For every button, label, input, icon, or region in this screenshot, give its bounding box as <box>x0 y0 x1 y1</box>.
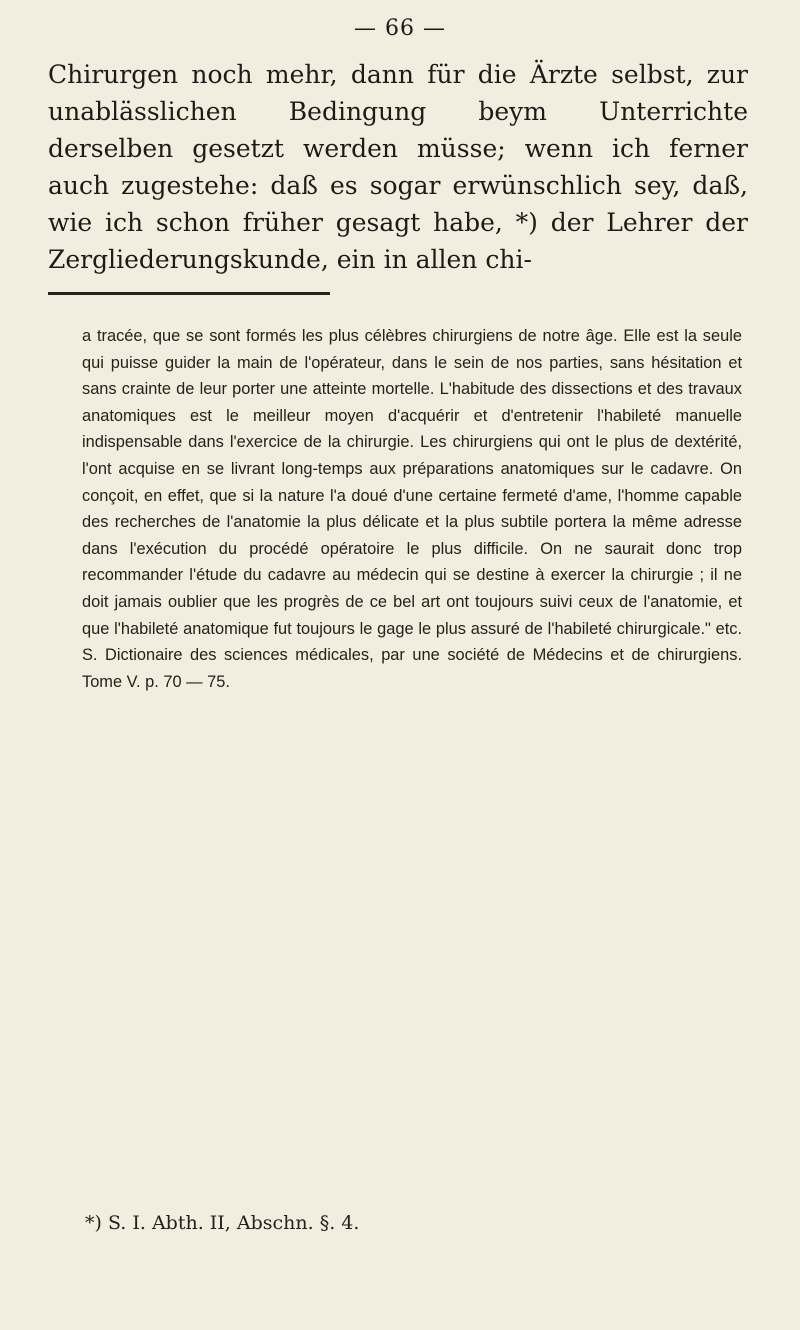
footnote-block <box>82 323 742 695</box>
footnote-paragraph: a tracée, que se sont formés les plus célèbres chirurgiens de notre âge. Elle est la seule qui puisse guider la main de l'opérateur, dans le sein de nos parties, sans hésitation et sans crainte de leur porter une atteinte mortelle. L'habitude des dissections et des travaux anatomiques est le meilleur moyen d'acquérir et d'entretenir l'habileté manuelle indispensable dans l'exercice de la chirurgie. Les chirurgiens qui ont le plus de dextérité, l'ont acquise en se livrant long-temps aux préparations anatomiques sur le cadavre. On conçoit, en effet, que si la nature l'a doué d'une certaine fermeté d'ame, l'homme capable des recherches de l'anatomie la plus délicate et la plus subtile portera la même adresse dans l'exécution du procédé opératoire le plus difficile. On ne saurait donc trop recommander l'étude du cadavre au médecin qui se destine à exercer la chirurgie ; il ne doit jamais oublier que les progrès de ce bel art ont toujours suivi ceux de l'anatomie, et que l'habileté anatomique fut toujours le gage le plus assuré de l'habileté chirurgicale." etc. S. Dictionaire des sciences médicales, par une société de Médecins et de chirurgiens. Tome V. p. 70 — 75. <box>82 327 742 691</box>
page-number: — 66 — <box>354 16 446 41</box>
footnote-divider <box>48 292 330 295</box>
main-text-block <box>48 56 748 278</box>
main-paragraph: Chirurgen noch mehr, dann für die Ärzte selbst, zur unablässlichen Bedingung beym Unterrichte derselben gesetzt werden müsse; wenn ich ferner auch zugestehe: daß es sogar erwünschlich sey, daß, wie ich schon früher gesagt habe, *) der Lehrer der Zergliederungskunde, ein in allen chi- <box>48 60 748 274</box>
footnote-reference: *) S. I. Abth. II, Abschn. §. 4. <box>85 1212 360 1234</box>
